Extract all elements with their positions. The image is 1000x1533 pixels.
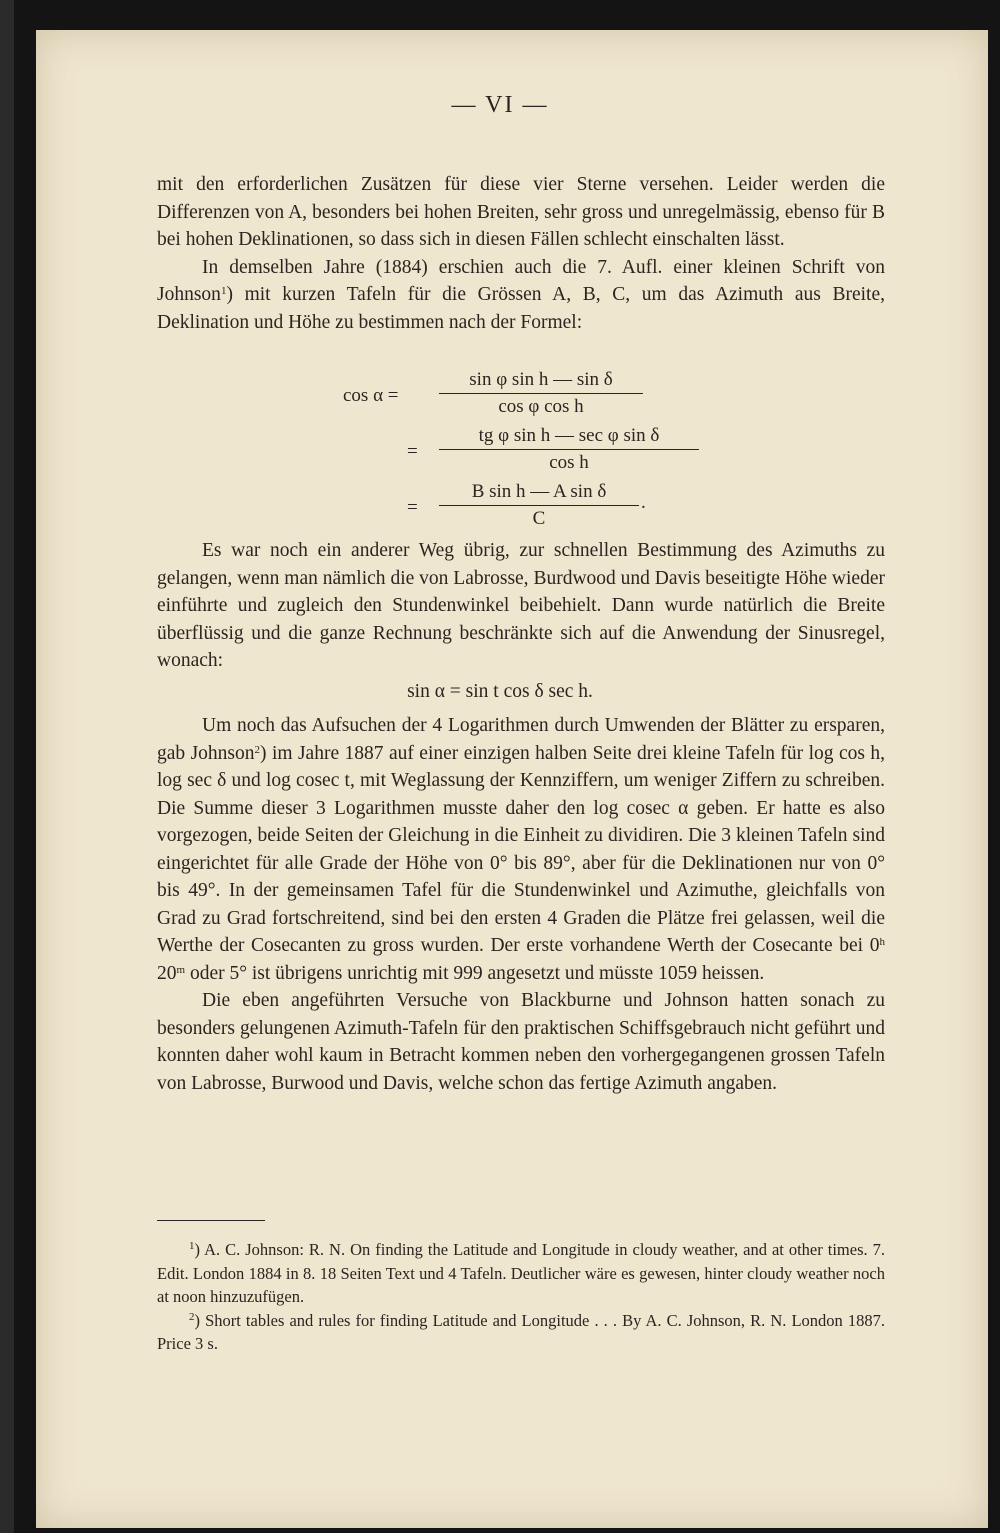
footnote-2 bbox=[157, 1309, 885, 1356]
formula-period: . bbox=[641, 492, 646, 513]
paragraph-4 bbox=[157, 712, 885, 987]
paragraph-4-text-b: ) im Jahre 1887 auf einer einzigen halben Seite drei kleine Tafeln für log cos h, log sec δ und log cosec t, mit Weglassung der Kennziffern, um weniger Ziffern zu schreiben. Die Summe dieser 3 Logarithmen musste daher den log cosec α geben. Er hatte es also vorgezogen, beide Seiten der Gleichung in die Einheit zu dividiren. Die 3 kleinen Tafeln sind eingerichtet für alle Grade der Höhe von 0° bis 89°, aber für die Deklinationen nur von 0° bis 49°. In der gemeinsamen Tafel für die Stundenwinkel und Azimuthe, gleichfalls von Grad zu Grad fortschreitend, sind bei den ersten 4 Graden die Plätze frei gelassen, weil die Werthe der Cosecanten zu gross wurden. Der erste vorhandene Werth der Cosecante bei 0 bbox=[157, 742, 885, 956]
minute-superscript: m bbox=[176, 963, 186, 976]
fraction-3-denominator: C bbox=[532, 508, 546, 529]
fraction-2-denominator: cos h bbox=[549, 452, 589, 473]
paragraph-2 bbox=[157, 254, 885, 337]
formula-fraction-1 bbox=[439, 369, 643, 418]
paragraph-2-text-b: ) mit kurzen Tafeln für die Grössen A, B, C, um das Azimuth aus Breite, Deklination und Höhe zu bestimmen nach der Formel: bbox=[157, 284, 885, 333]
paragraph-1: mit den erforderlichen Zusätzen für diese vier Sterne versehen. Leider werden die Differenzen von A, besonders bei hohen Breiten, sehr gross und unregelmässig, ebenso für B bei hohen Deklinationen, so dass sich in diesen Fällen schlecht einschalten lässt. bbox=[157, 174, 885, 250]
footnote-ref-2: 2 bbox=[254, 743, 261, 756]
footnote-1-mark: 1 bbox=[189, 1240, 195, 1252]
formula-fraction-2 bbox=[439, 425, 699, 474]
hour-superscript: h bbox=[879, 936, 885, 948]
fraction-1-denominator: cos φ cos h bbox=[498, 396, 584, 417]
fraction-1-numerator: sin φ sin h — sin δ bbox=[469, 369, 613, 390]
formula-equals-2: = bbox=[407, 441, 418, 462]
footnote-2-mark: 2 bbox=[189, 1310, 195, 1323]
formula-fraction-3 bbox=[439, 481, 639, 530]
footnote-1 bbox=[157, 1238, 885, 1309]
sine-rule-formula: sin α = sin t cos δ sec h. bbox=[407, 681, 593, 702]
formula-lhs: cos α = bbox=[343, 385, 399, 406]
footnote-1-text: ) A. C. Johnson: R. N. On finding the Latitude and Longitude in cloudy weather, and at other times. 7. Edit. London 1884 in 8. 18 Seiten Text und 4 Tafeln. Deutlicher wäre es gewesen, hinter cloudy weather noch at noon hinzuzufügen. bbox=[157, 1240, 885, 1306]
paragraph-4-text-d: oder 5° ist übrigens unrichtig mit 999 angesetzt und müsste 1059 heissen. bbox=[185, 962, 765, 984]
footnote-ref-1: 1 bbox=[220, 285, 227, 297]
paragraph-3: Es war noch ein anderer Weg übrig, zur schnellen Bestimmung des Azimuths zu gelangen, wenn man nämlich die von Labrosse, Burdwood und Davis beseitigte Höhe wieder einführte und zugleich den Stundenwinkel beibehielt. Dann wurde natürlich die Breite überflüssig und die ganze Rechnung beschränkte sich auf die Anwendung der Sinusregel, wonach: bbox=[157, 540, 885, 671]
paragraph-5: Die eben angeführten Versuche von Blackburne und Johnson hatten sonach zu besonders gelungenen Azimuth-Tafeln für den praktischen Schiffsgebrauch nicht geführt und konnten daher wohl kaum in Betracht kommen neben den vorhergegangenen grossen Tafeln von Labrosse, Burwood und Davis, welche schon das fertige Azimuth angaben. bbox=[157, 990, 885, 1094]
book-spine bbox=[0, 0, 14, 1533]
fraction-2-numerator: tg φ sin h — sec φ sin δ bbox=[478, 425, 660, 446]
page-number: — VI — bbox=[451, 92, 549, 118]
footnotes bbox=[157, 1238, 885, 1356]
formula-equals-3: = bbox=[407, 497, 418, 518]
paragraph-4-text-c: 20 bbox=[157, 962, 177, 984]
body-text-middle bbox=[157, 537, 885, 675]
body-text-bottom bbox=[157, 712, 885, 1097]
footnote-divider bbox=[157, 1220, 265, 1221]
paragraph-4-text-a: Um noch das Aufsuchen der 4 Logarithmen durch Umwenden der Blätter zu ersparen, gab Johnson bbox=[157, 715, 885, 764]
body-text-top bbox=[157, 171, 885, 336]
paragraph-2-text-a: In demselben Jahre (1884) erschien auch die 7. Aufl. einer kleinen Schrift von Johnson bbox=[157, 256, 885, 305]
footnote-2-text: ) Short tables and rules for finding Latitude and Longitude . . . By A. C. Johnson, R. N. London 1887. Price 3 s. bbox=[157, 1310, 885, 1353]
fraction-3-numerator: B sin h — A sin δ bbox=[471, 481, 607, 502]
